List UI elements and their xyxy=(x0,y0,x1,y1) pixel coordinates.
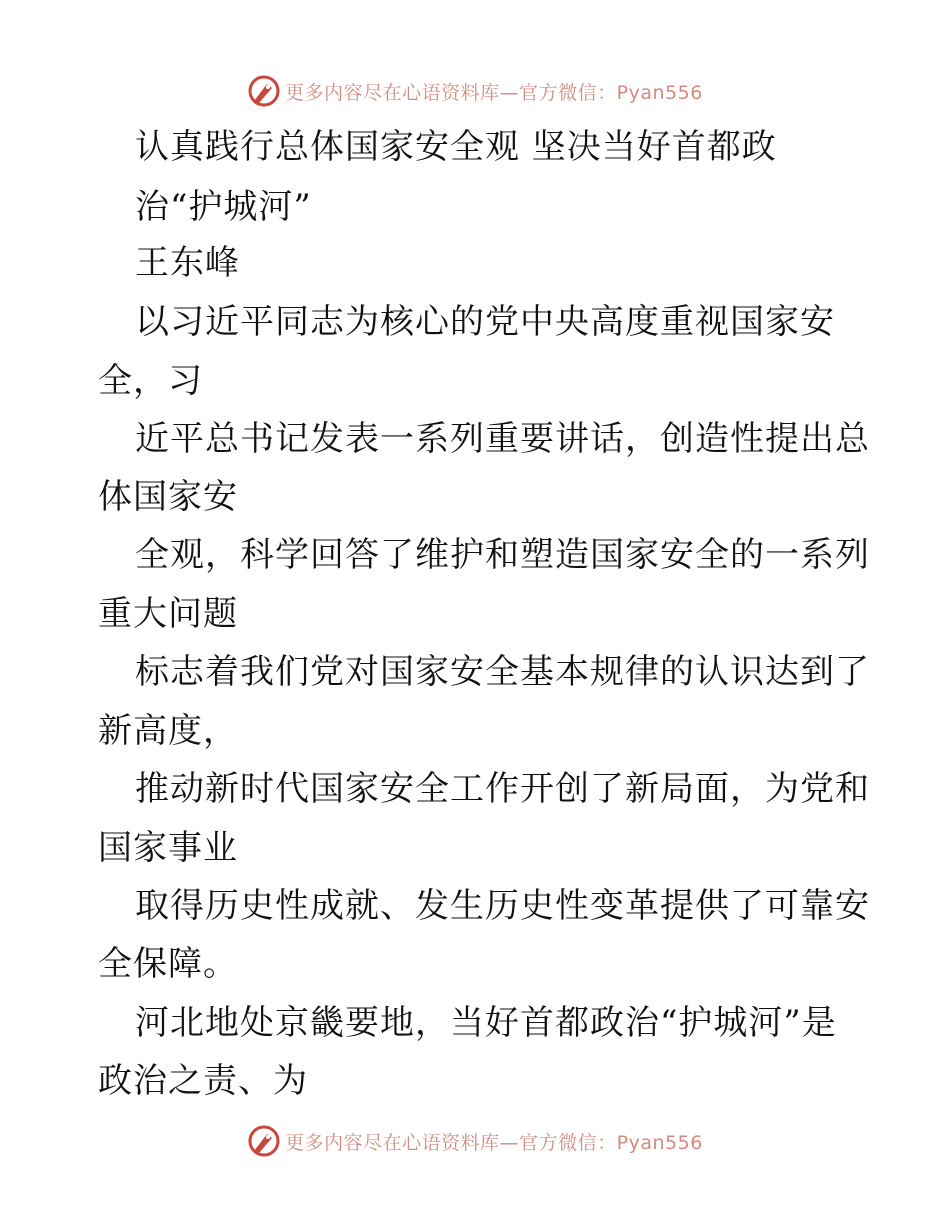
body-line: 国家事业 xyxy=(98,828,238,868)
title-line-1: 认真践行总体国家安全观 坚决当好首都政 xyxy=(135,127,777,167)
body-line: 重大问题 xyxy=(98,594,238,634)
header-banner xyxy=(0,71,950,111)
title-line-2: 治“护城河” xyxy=(135,187,312,227)
body-line: 全观，科学回答了维护和塑造国家安全的一系列 xyxy=(135,535,870,575)
body-line: 全保障。 xyxy=(98,944,238,984)
author: 王东峰 xyxy=(135,243,240,283)
body-line: 推动新时代国家安全工作开创了新局面，为党和 xyxy=(135,769,870,809)
body-line: 河北地处京畿要地，当好首都政治“护城河”是 xyxy=(135,1003,837,1043)
banner-text: 更多内容尽在心语资料库—官方微信：Pyan556 xyxy=(285,81,703,104)
pen-nib-circle-logo-icon xyxy=(247,1124,281,1158)
banner-text: 更多内容尽在心语资料库—官方微信：Pyan556 xyxy=(285,1131,703,1154)
body-line: 标志着我们党对国家安全基本规律的认识达到了 xyxy=(135,652,870,692)
body-line: 全，习 xyxy=(98,361,203,401)
body-line: 政治之责、为 xyxy=(98,1061,308,1101)
body-line: 新高度， xyxy=(98,711,238,751)
body-line: 体国家安 xyxy=(98,477,238,517)
body-line: 近平总书记发表一系列重要讲话，创造性提出总 xyxy=(135,419,870,459)
body-line: 以习近平同志为核心的党中央高度重视国家安 xyxy=(135,302,835,342)
footer-banner xyxy=(0,1121,950,1161)
body-line: 取得历史性成就、发生历史性变革提供了可靠安 xyxy=(135,886,870,926)
pen-nib-circle-logo-icon xyxy=(247,74,281,108)
